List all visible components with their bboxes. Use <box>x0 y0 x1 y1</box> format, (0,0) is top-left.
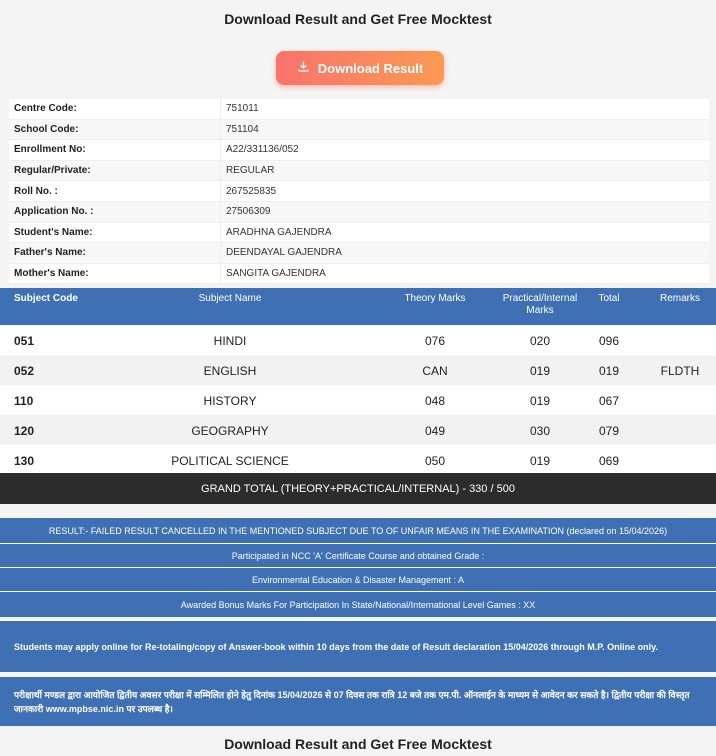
info-row-enrollment-no <box>9 140 709 161</box>
theory-marks: 048 <box>424 394 446 408</box>
subject-code: 130 <box>14 454 35 468</box>
header-total: Total <box>598 293 620 304</box>
info-label: School Code: <box>14 123 79 135</box>
remarks: FLDTH <box>660 364 700 378</box>
header-practical-marks: Practical/Internal Marks <box>502 293 578 316</box>
practical-marks: 019 <box>529 364 551 378</box>
info-value: SANGITA GAJENDRA <box>220 264 709 284</box>
practical-marks: 030 <box>529 424 551 438</box>
result-status-note: RESULT:- FAILED RESULT CANCELLED IN THE MENTIONED SUBJECT DUE TO OF UNFAIR MEANS IN THE EXAMINATION (declared on 15/04/2026) <box>0 517 716 543</box>
info-row-regular-private <box>9 161 709 182</box>
info-row-mother-name <box>9 264 709 285</box>
grand-total: GRAND TOTAL (THEORY+PRACTICAL/INTERNAL) - 330 / 500 <box>0 473 716 504</box>
info-value: ARADHNA GAJENDRA <box>220 223 709 243</box>
retotaling-note: Students may apply online for Re-totaling/copy of Answer-book within 10 days from the date of Result declaration 15/04/2026 through M.P. Online only. <box>0 620 716 672</box>
download-result-label: Download Result <box>317 60 424 76</box>
practical-marks: 019 <box>529 394 551 408</box>
total-marks: 067 <box>598 394 620 408</box>
page-title: Download Result and Get Free Mocktest <box>224 11 492 27</box>
header-subject-code: Subject Code <box>14 293 78 304</box>
info-row-father-name <box>9 243 709 264</box>
practical-marks: 019 <box>529 454 551 468</box>
subject-name: POLITICAL SCIENCE <box>171 454 289 468</box>
theory-marks: CAN <box>422 364 448 378</box>
theory-marks: 050 <box>424 454 446 468</box>
subject-name: HISTORY <box>203 394 257 408</box>
theory-marks: 049 <box>424 424 446 438</box>
student-info-table <box>9 99 709 284</box>
header-remarks: Remarks <box>659 293 700 304</box>
download-icon <box>297 60 310 76</box>
subject-code: 051 <box>14 334 35 348</box>
info-row-application-no <box>9 202 709 223</box>
info-row-student-name <box>9 223 709 244</box>
total-marks: 069 <box>598 454 620 468</box>
info-row-school-code <box>9 120 709 141</box>
info-label: Enrollment No: <box>14 144 86 156</box>
info-label: Application No. : <box>14 206 94 218</box>
info-label: Father's Name: <box>14 247 86 259</box>
table-row <box>0 445 716 476</box>
total-marks: 079 <box>598 424 620 438</box>
download-result-button[interactable] <box>276 51 444 85</box>
table-row <box>0 325 716 356</box>
total-marks: 019 <box>598 364 620 378</box>
table-row <box>0 385 716 416</box>
info-value: 267525835 <box>220 181 709 201</box>
info-value: REGULAR <box>220 161 709 181</box>
footer-title: Download Result and Get Free Mocktest <box>224 736 492 752</box>
table-row <box>0 415 716 446</box>
info-value: 27506309 <box>220 202 709 222</box>
ncc-note: Participated in NCC 'A' Certificate Course and obtained Grade : <box>0 543 716 567</box>
info-label: Student's Name: <box>14 226 93 238</box>
subject-name: HINDI <box>213 334 247 348</box>
info-label: Regular/Private: <box>14 165 91 177</box>
info-value: 751104 <box>220 120 709 140</box>
hindi-note: परीक्षार्थी मण्डल द्वारा आयोजित द्वितीय अवसर परीक्षा में सम्मिलित होने हेतु दिनांक 15/04/2026 से 07 दिवस तक रात्रि 12 बजे तक एम.पी. ऑनलाईन के माध्यम से आवेदन कर सकते है। द्वितीय परीक्षा की विस्तृत जानकारी www.mpbse.nic.in पर उपलब्ध है। <box>0 676 716 726</box>
theory-marks: 076 <box>424 334 446 348</box>
header-subject-name: Subject Name <box>198 293 262 304</box>
info-value: 751011 <box>220 99 709 119</box>
info-label: Roll No. : <box>14 185 58 197</box>
total-marks: 096 <box>598 334 620 348</box>
environment-note: Environmental Education & Disaster Management : A <box>0 567 716 591</box>
subject-code: 110 <box>14 394 34 408</box>
subject-code: 120 <box>14 424 35 438</box>
info-label: Centre Code: <box>14 103 77 115</box>
info-row-roll-no <box>9 181 709 202</box>
header-theory-marks: Theory Marks <box>404 293 466 304</box>
table-row <box>0 355 716 386</box>
info-value: A22/331136/052 <box>220 140 709 160</box>
info-row-centre-code <box>9 99 709 120</box>
bonus-marks-note: Awarded Bonus Marks For Participation In State/National/International Level Games : XX <box>0 591 716 617</box>
subject-name: GEOGRAPHY <box>191 424 269 438</box>
subject-name: ENGLISH <box>203 364 257 378</box>
info-label: Mother's Name: <box>14 268 89 280</box>
practical-marks: 020 <box>529 334 551 348</box>
marks-table-header <box>0 288 716 325</box>
info-value: DEENDAYAL GAJENDRA <box>220 243 709 263</box>
subject-code: 052 <box>14 364 35 378</box>
